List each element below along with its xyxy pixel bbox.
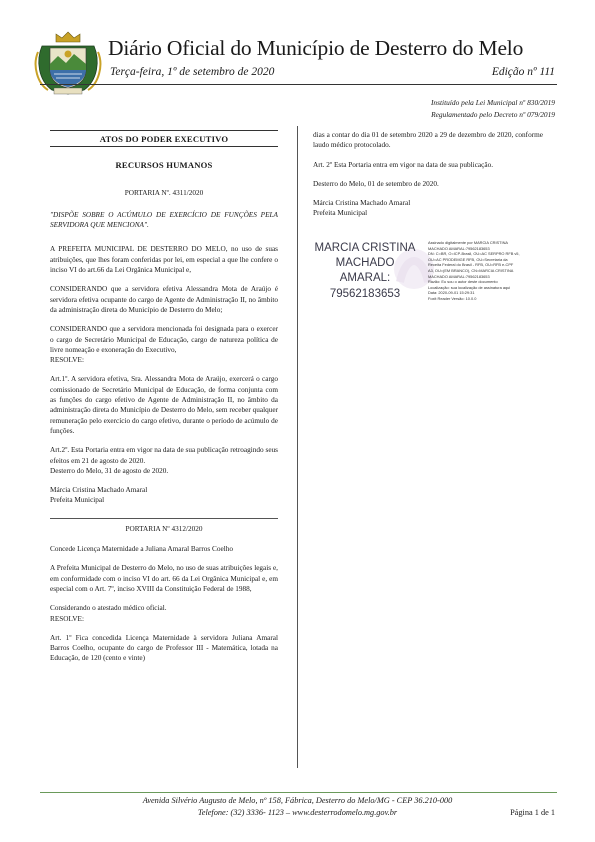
portaria-4311-place-date: Desterro do Melo, 31 de agosto de 2020. [50, 466, 169, 475]
publication-date: Terça-feira, 1º de setembro de 2020 [110, 66, 275, 78]
signature-detail-line: Foxit Reader Versão: 10.0.0 [428, 295, 477, 301]
signature-detail-line: Receita Federal do Brasil - RFB, OU=RFB e-CPF [428, 262, 514, 268]
coat-of-arms-logo [34, 30, 102, 96]
portaria-4311-considerando-1: CONSIDERANDO que a servidora efetiva Alessandra Mota de Araújo é servidora efetiva ocupante do cargo de Agente de Administração II, no âmbito da administração direta do Município de Desterro do Melo; [50, 285, 278, 314]
portaria-4312-ementa: Concede Licença Maternidade a Juliana Amaral Barros Coelho [50, 545, 233, 554]
portaria-4312-place-date: Desterro do Melo, 01 de setembro de 2020. [313, 179, 439, 188]
edition-number: Edição nº 111 [491, 66, 555, 78]
gazette-title: Diário Oficial do Município de Desterro do Melo [108, 36, 524, 60]
portaria-4311-considerando-2: CONSIDERANDO que a servidora mencionada foi designada para o exercer o cargo de Secretário Municipal de Educação, cargo de natureza política de livre nomeação e exoneração do Executivo, [50, 325, 278, 354]
portaria-4312-heading: PORTARIA Nº 4312/2020 [50, 518, 278, 534]
footer-address: Avenida Silvério Augusto de Melo, nº 158, Fábrica, Desterro do Melo/MG - CEP 36.210-000 [142, 796, 453, 805]
portaria-4312-signer-role: Prefeita Municipal [313, 209, 368, 218]
signature-detail-line: MACHADO AMARAL:79562183653 [428, 273, 490, 279]
portaria-4312-resolve: RESOLVE: [50, 614, 84, 623]
left-column [50, 130, 278, 670]
portaria-4312-continuation: dias a contar do dia 01 de setembro 2020 a 29 de dezembro de 2020, conforme laudo médico protocolado. [313, 131, 543, 150]
digital-signature-name [313, 241, 417, 302]
section-title: ATOS DO PODER EXECUTIVO [50, 130, 278, 147]
signature-name-line: MARCIA CRISTINA [314, 242, 416, 254]
signature-name-line: MACHADO [335, 257, 395, 270]
portaria-4311-art1: Art.1º. A servidora efetiva, Sra. Alessandra Mota de Araújo, exercerá o cargo comissionado de Secretário Municipal de Educação, de forma conjunta com as funções do cargo efetivo de Agente de Administração II, no âmbito da administração direta do Município de Desterro do Melo, sem receber qualquer remuneração pelo exercício do cargo efetivo, durante o período de acúmulo de funções. [50, 375, 278, 435]
portaria-4311-art2: Art.2º. Esta Portaria entra em vigor na data de sua publicação retroagindo seus efeitos em 21 de agosto de 2020. [50, 446, 278, 465]
regulated-by: Regulamentado pelo Decreto nº 079/2019 [431, 110, 555, 119]
subsection-title: RECURSOS HUMANOS [115, 160, 213, 171]
signature-name-line: AMARAL: [339, 272, 391, 285]
portaria-4311-resolve: RESOLVE: [50, 356, 84, 365]
signature-detail-line: A3, OU=(EM BRANCO), CN=MARCIA CRISTINA [428, 267, 514, 273]
digital-signature-details [428, 240, 548, 302]
footer-contact: Telefone: (32) 3336- 1123 – www.desterrodomelo.mg.gov.br [197, 808, 398, 817]
right-column [313, 130, 543, 219]
signature-detail-line: Localização: sua localização de assinatura aqui [428, 284, 511, 290]
signature-detail-line: DN: C=BR, O=ICP-Brasil, OU=AC SERPRO RFB v5, [428, 251, 520, 257]
portaria-4311-heading: PORTARIA Nº. 4311/2020 [124, 188, 204, 197]
signature-name-line: 79562183653 [329, 287, 401, 300]
portaria-4312-signer: Márcia Cristina Machado Amaral [313, 199, 411, 208]
page-number: Página 1 de 1 [510, 808, 555, 817]
portaria-4311-signer-role: Prefeita Municipal [50, 496, 105, 505]
portaria-4311-preamble: A PREFEITA MUNICIPAL DE DESTERRO DO MELO, no uso de suas atribuições, que lhes foram conferidas por lei, em especial a que lhe confere o inciso VI do art.66 da Lei Orgânica Municipal e, [50, 245, 278, 275]
header-rule [40, 84, 557, 85]
signature-detail-line: Assinado digitalmente por MARCIA CRISTINA [428, 240, 509, 245]
portaria-4312-art2: Art. 2º Esta Portaria entra em vigor na data de sua publicação. [313, 160, 494, 169]
signature-detail-line: Data: 2020-09-01 15:29:31 [428, 290, 475, 296]
column-divider [297, 126, 298, 768]
portaria-4312-art1: Art. 1º Fica concedida Licença Maternidade à servidora Juliana Amaral Barros Coelho, ocupante do cargo de Professor III - Matemática, lotada na Educação, de 120 (cento e vinte) [50, 633, 278, 663]
portaria-4311-ementa: "DISPÕE SOBRE O ACÚMULO DE EXERCÍCIO DE FUNÇÕES PELA SERVIDORA QUE MENCIONA". [50, 210, 278, 230]
footer-rule [40, 792, 557, 793]
portaria-4311-signer: Márcia Cristina Machado Amaral [50, 486, 148, 495]
portaria-4312-preamble: A Prefeita Municipal de Desterro do Melo, no uso de suas atribuições legais e, em conformidade com o inciso VI do art. 66 da Lei Orgânica Municipal e, em especial com o Art. 7º, inciso XVIII da Constituição Federal de 1988, [50, 564, 278, 593]
signature-detail-line: MACHADO AMARAL:79562183653 [428, 245, 490, 251]
portaria-4312-considerando: Considerando o atestado médico oficial. [50, 604, 167, 613]
instituted-by: Instituído pela Lei Municipal nº 830/2019 [430, 98, 555, 107]
legal-basis [431, 97, 555, 121]
signature-detail-line: Razão: Eu sou o autor deste documento [428, 279, 498, 285]
signature-detail-line: OU=AC PRODEMGE RFB, OU=Secretaria da [428, 256, 508, 262]
